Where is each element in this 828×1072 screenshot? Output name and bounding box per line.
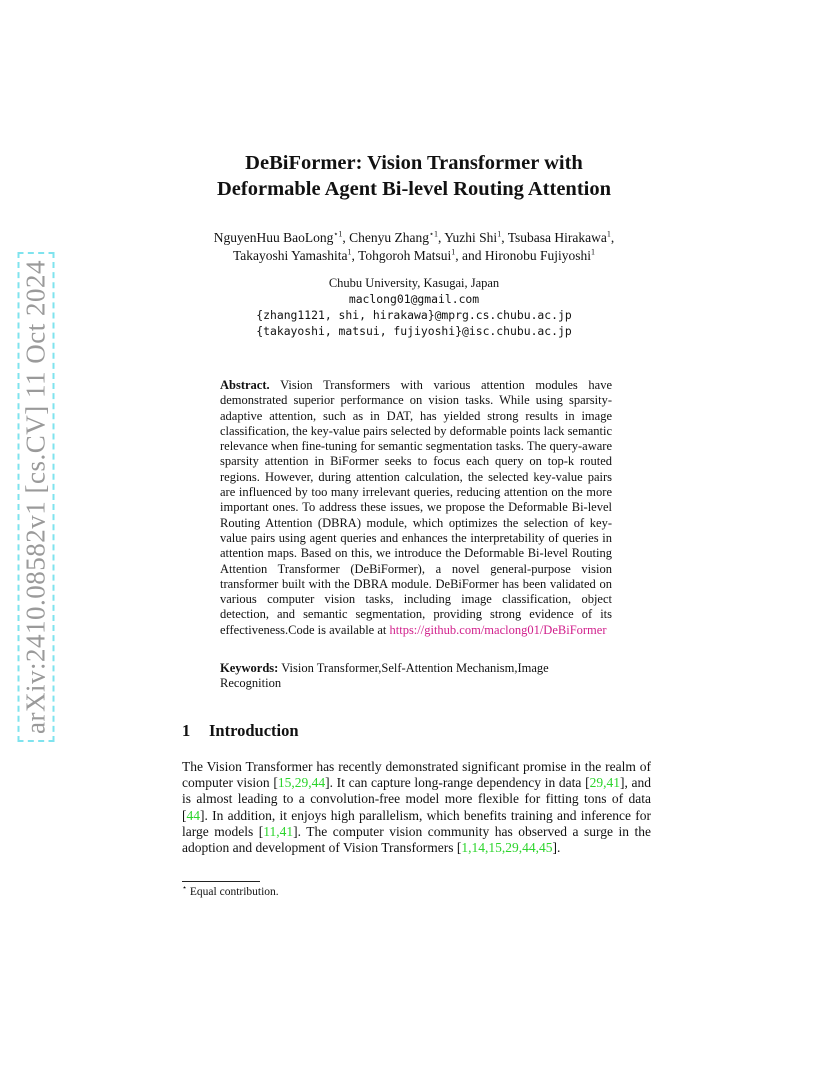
title-line-1: DeBiFormer: Vision Transformer with	[245, 152, 583, 174]
citation-link[interactable]: 1,14,15,29,44,45	[461, 840, 553, 856]
footnote-mark: ⋆	[182, 883, 188, 893]
authors-line-2: Takayoshi Yamashita$^1$, Tohgoroh Matsui$^1$, and Hironobu Fujiyoshi$^1$	[233, 247, 595, 263]
section-title: Introduction	[209, 721, 299, 740]
keywords-text: Vision Transformer,Self-Attention Mechanism,Image Recognition	[220, 661, 549, 691]
section-heading	[182, 721, 299, 741]
email-line: {zhang1121, shi, hirakawa}@mprg.cs.chubu.ac.jp	[256, 308, 572, 322]
footnote	[182, 883, 279, 898]
abstract	[220, 378, 612, 638]
introduction-paragraph	[182, 759, 651, 856]
citation-link[interactable]: 44	[186, 807, 200, 823]
intro-text: ]. In addition, it enjoys high parallelism, which benefits training and inference for large models [	[182, 807, 651, 839]
affiliation-block	[0, 275, 828, 339]
keywords-label: Keywords:	[220, 661, 279, 675]
citation-link[interactable]: 29,41	[589, 775, 620, 791]
code-repository-link[interactable]: https://github.com/maclong01/DeBiFormer	[389, 622, 607, 637]
intro-text: ], and is almost leading to a convolution-free model more flexible for fitting tons of data [	[182, 775, 651, 823]
intro-text: ]. The computer vision community has observed a surge in the adoption and development of Vision Transformers [	[182, 823, 651, 856]
abstract-label: Abstract.	[220, 378, 270, 392]
email-line: {takayoshi, matsui, fujiyoshi}@isc.chubu.ac.jp	[256, 324, 572, 338]
footnote-rule	[182, 881, 260, 882]
paper-title	[0, 150, 828, 202]
intro-text: ].	[552, 840, 561, 856]
arxiv-identifier-stamp: arXiv:2410.08582v1 [cs.CV] 11 Oct 2024	[18, 252, 55, 742]
citation-link[interactable]: 11,41	[263, 823, 294, 839]
intro-text: The Vision Transformer has recently demonstrated significant promise in the realm of computer vision [	[182, 759, 651, 791]
authors-line-1: NguyenHuu BaoLong$^{⋆1}$, Chenyu Zhang$^{⋆1}$, Yuzhi Shi$^1$, Tsubasa Hirakawa$^1$,	[213, 229, 615, 245]
footnote-text: Equal contribution.	[189, 886, 279, 898]
intro-text: ]. It can capture long-range dependency in data [	[325, 775, 590, 791]
institution: Chubu University, Kasugai, Japan	[328, 276, 500, 290]
abstract-text: Vision Transformers with various attention modules have demonstrated superior performance on vision tasks. While using sparsity-adaptive attention, such as in DAT, has yielded strong results in image classification, the key-value pairs selected by deformable points lack semantic relevance when fine-tuning for semantic segmentation tasks. The query-aware sparsity attention in BiFormer seeks to focus each query on top-k routed regions. However, during attention calculation, the selected key-value pairs are influenced by too many irrelevant queries, reducing attention on the more important ones. To address these issues, we propose the Deformable Bi-level Routing Attention (DBRA) module, which optimizes the selection of key-value pairs using agent queries and enhances the interpretability of queries in attention maps. Based on this, we introduce the Deformable Bi-level Routing Attention Transformer (DeBiFormer), a novel general-purpose vision transformer built with the DBRA module. DeBiFormer has been validated on various computer vision tasks, including image classification, object detection, and semantic segmentation, providing strong evidence of its effectiveness.Code is available at	[220, 378, 612, 637]
citation-link[interactable]: 15,29,44	[277, 775, 326, 791]
keywords	[220, 661, 612, 692]
email-line: maclong01@gmail.com	[348, 292, 480, 306]
section-number: 1	[182, 721, 191, 740]
author-list	[0, 229, 828, 265]
title-line-2: Deformable Agent Bi-level Routing Attention	[216, 178, 611, 200]
